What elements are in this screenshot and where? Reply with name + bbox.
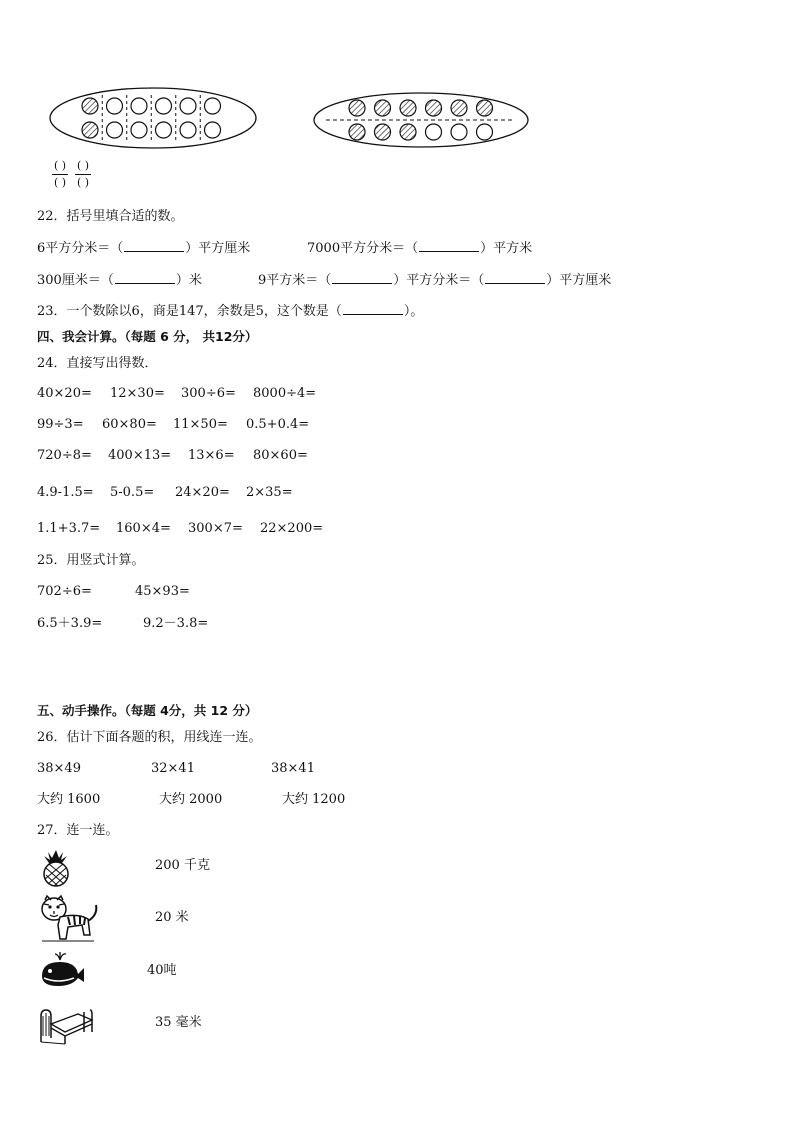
- pineapple-icon[interactable]: [38, 848, 74, 888]
- oval-circle: [400, 124, 416, 140]
- oval-circle: [375, 100, 391, 116]
- q24-problem: 4.9-1.5=: [37, 485, 94, 500]
- q24-problem: 720÷8=: [37, 448, 92, 463]
- oval-circle: [349, 124, 365, 140]
- q24-problem: 22×200=: [260, 521, 324, 536]
- fraction-denominator: ( ): [76, 176, 90, 189]
- oval-circle: [477, 100, 493, 116]
- item-text: ）米: [175, 273, 202, 288]
- q26-product[interactable]: 38×41: [271, 761, 315, 776]
- q26-product[interactable]: 32×41: [151, 761, 195, 776]
- fraction-slot-1[interactable]: [52, 160, 68, 189]
- q27-label[interactable]: 200 千克: [155, 858, 210, 873]
- item-text: ）平方厘米: [185, 241, 251, 256]
- q26-estimate[interactable]: 大约 1200: [282, 792, 346, 807]
- q26-estimate[interactable]: 大约 1600: [37, 792, 101, 807]
- item-text: ）平方分米＝（: [393, 273, 485, 288]
- oval-circle: [156, 98, 172, 114]
- oval-circle: [400, 100, 416, 116]
- q24-problem: 13×6=: [188, 448, 235, 463]
- bed-icon[interactable]: [38, 1002, 94, 1046]
- q27-title: 27．连一连。: [37, 823, 119, 838]
- oval-circle: [451, 100, 467, 116]
- q22-item-2: [307, 240, 532, 257]
- whale-icon[interactable]: [38, 950, 88, 990]
- q23: [37, 303, 423, 320]
- q27-label[interactable]: 35 毫米: [155, 1015, 202, 1030]
- fraction-numerator: ( ): [76, 159, 90, 172]
- oval-circle: [205, 122, 221, 138]
- oval-circle: [451, 124, 467, 140]
- fraction-slot-2[interactable]: [75, 160, 91, 189]
- oval-circle: [375, 124, 391, 140]
- answer-blank[interactable]: [485, 272, 545, 284]
- q24-problem: 2×35=: [246, 485, 293, 500]
- oval-circle: [426, 100, 442, 116]
- q24-problem: 5-0.5=: [110, 485, 155, 500]
- oval-circle: [426, 124, 442, 140]
- q26-title: 26．估计下面各题的积，用线连一连。: [37, 730, 262, 745]
- item-text: 6平方分米＝（: [37, 241, 124, 256]
- q24-problem: 99÷3=: [37, 417, 84, 432]
- q24-problem: 160×4=: [116, 521, 171, 536]
- answer-blank[interactable]: [419, 240, 479, 252]
- q25-problem: 6.5＋3.9=: [37, 616, 103, 631]
- item-text: 7000平方分米＝（: [307, 241, 419, 256]
- oval-circle: [82, 122, 98, 138]
- q22-item-1: [37, 240, 250, 257]
- q22-item-4: [258, 272, 611, 289]
- oval-circle: [82, 98, 98, 114]
- oval-circle: [131, 122, 147, 138]
- q24-problem: 80×60=: [253, 448, 308, 463]
- fraction-bar: [52, 174, 68, 175]
- oval-circle: [107, 98, 123, 114]
- answer-blank[interactable]: [332, 272, 392, 284]
- tiger-icon[interactable]: [38, 895, 102, 945]
- item-text: ）。: [403, 304, 424, 319]
- oval-circle: [107, 122, 123, 138]
- fraction-denominator: ( ): [53, 176, 67, 189]
- q25-problem: 702÷6=: [37, 584, 92, 599]
- oval-circle: [180, 122, 196, 138]
- answer-blank[interactable]: [115, 272, 175, 284]
- oval-circle: [156, 122, 172, 138]
- oval-circle: [180, 98, 196, 114]
- oval-circle: [477, 124, 493, 140]
- q24-title: 24．直接写出得数．: [37, 356, 158, 371]
- q24-problem: 0.5+0.4=: [246, 417, 310, 432]
- oval-circle: [205, 98, 221, 114]
- q24-problem: 8000÷4=: [253, 386, 317, 401]
- q22-item-3: [37, 272, 202, 289]
- q24-problem: 300×7=: [188, 521, 243, 536]
- left-oval-figure: [48, 86, 258, 150]
- answer-blank[interactable]: [124, 240, 184, 252]
- q24-problem: 400×13=: [108, 448, 172, 463]
- answer-blank[interactable]: [343, 303, 403, 315]
- item-text: 23．一个数除以6，商是147，余数是5，这个数是（: [37, 304, 342, 319]
- q26-product[interactable]: 38×49: [37, 761, 81, 776]
- section-5-heading: 五、动手操作。（每题 4分，共 12 分）: [37, 703, 258, 718]
- fraction-numerator: ( ): [53, 159, 67, 172]
- q25-title: 25．用竖式计算。: [37, 553, 145, 568]
- item-text: 9平方米＝（: [258, 273, 332, 288]
- q26-estimate[interactable]: 大约 2000: [159, 792, 223, 807]
- fraction-bar: [75, 174, 91, 175]
- q24-problem: 40×20=: [37, 386, 92, 401]
- item-text: ）平方米: [480, 241, 533, 256]
- item-text: 300厘米＝（: [37, 273, 114, 288]
- q24-problem: 300÷6=: [181, 386, 236, 401]
- q27-label[interactable]: 40吨: [147, 963, 177, 978]
- section-4-heading: 四、我会计算。（每题 6 分， 共12分）: [37, 329, 258, 344]
- oval-circle: [131, 98, 147, 114]
- q24-problem: 11×50=: [173, 417, 228, 432]
- q27-label[interactable]: 20 米: [155, 910, 189, 925]
- right-oval-figure: [312, 90, 534, 150]
- q22-title: 22．括号里填合适的数。: [37, 209, 184, 224]
- q24-problem: 60×80=: [102, 417, 157, 432]
- q24-problem: 12×30=: [110, 386, 165, 401]
- q25-problem: 45×93=: [135, 584, 190, 599]
- item-text: ）平方厘米: [546, 273, 612, 288]
- q25-problem: 9.2－3.8=: [143, 616, 209, 631]
- q24-problem: 1.1+3.7=: [37, 521, 101, 536]
- q24-problem: 24×20=: [175, 485, 230, 500]
- oval-circle: [349, 100, 365, 116]
